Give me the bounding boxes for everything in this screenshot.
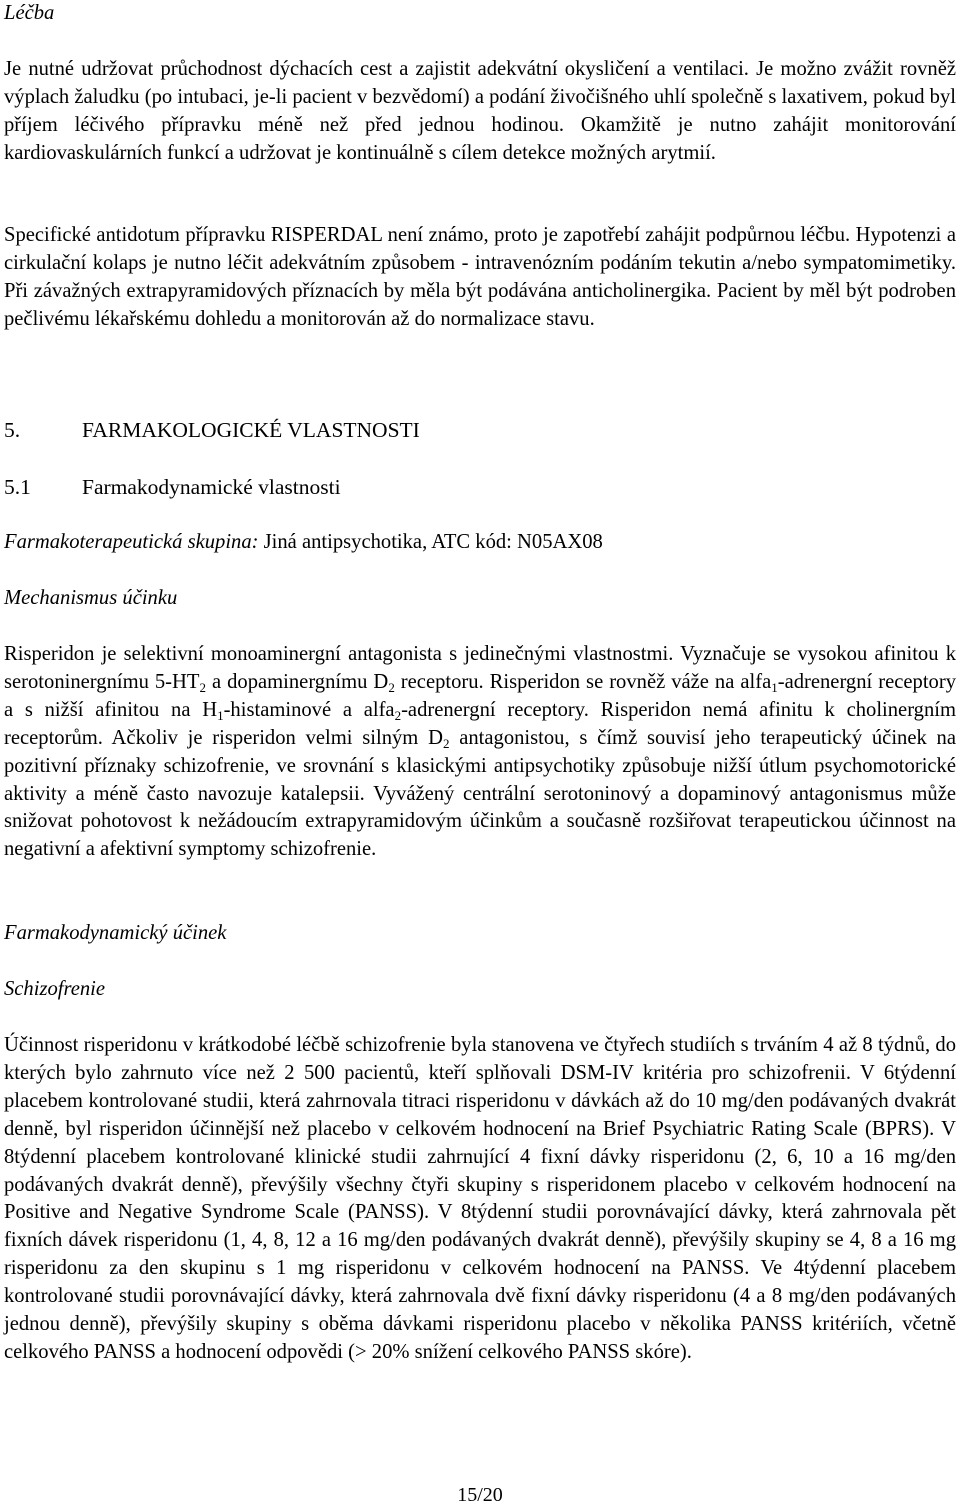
section-5-1-number: 5.1 (4, 475, 31, 499)
section-5-heading (4, 416, 420, 444)
subscript-2: 2 (394, 707, 402, 723)
mechanism-heading: Mechanismus účinku (4, 587, 178, 609)
mechanism-text-6: -adrenergní receptory. Risperidon nemá afinitu k cholinergním receptorům. Ačkoliv je risperidon velmi silným D (4, 698, 957, 749)
mechanism-text-7: antagonistou, s čímž souvisí jeho terapeutický účinek na pozitivní příznaky schizofrenie, ve srovnání s klasickými antipsychotiky způsobuje nižší útlum psychomotorické aktivity a méně často navozuje katalepsii. Vyvážený centrální serotoninový a dopaminový antagonismus může snižovat pohotovost k nežádoucím extrapyramidovým účinkům a současně rozšiřovat terapeutickou účinnost na negativní a afektivní symptomy schizofrenie. (4, 726, 956, 861)
schizophrenia-paragraph: Účinnost risperidonu v krátkodobé léčbě schizofrenie byla stanovena ve čtyřech studiích s trváním 4 až 8 týdnů, do kterých bylo zahrnuto více než 2 500 pacientů, kteří splňovali DSM-IV kritéria pro schizofrenii. V 6týdenní placebem kontrolované studii, která zahrnovala titraci risperidonu v dávkách až do 10 mg/den podávaných dvakrát denně, byl risperidon účinnější než placebo v celkovém hodnocení na Brief Psychiatric Rating Scale (BPRS). V 8týdenní placebem kontrolované klinické studii zahrnující 4 fixní dávky risperidonu (2, 6, 10 a 16 mg/den podávaných dvakrát denně), převýšily všechny čtyři skupiny s risperidonem placebo v celkovém hodnocení na Positive and Negative Syndrome Scale (PANSS). V 8týdenní studii porovnávající dávky, která zahrnovala pět fixních dávek risperidonu (1, 4, 8, 12 a 16 mg/den podávaných dvakrát denně), převýšily skupiny se 4, 8 a 16 mg risperidonu za den skupinu s 1 mg risperidonu v celkovém hodnocení na PANSS. Ve 4týdenní placebem kontrolované studii porovnávající dávky, která zahrnovala dvě fixní dávky risperidonu (4 a 8 mg/den podávaných jednou denně), převýšily skupiny s oběma dávkami risperidonu placebo v několika PANSS kritériích, včetně celkového PANSS a hodnocení odpovědi (> 20% snížení celkového PANSS skóre). (4, 1034, 956, 1363)
section-5-1-heading (4, 473, 341, 501)
subscript-1: 1 (217, 707, 224, 723)
lecba-heading: Léčba (4, 2, 55, 24)
page-number: 15/20 (457, 1484, 503, 1506)
mechanism-text-1: Risperidon je selektivní monoaminergní antagonista s jedinečnými vlastnostmi. Vyznačuje se vysokou afinitou k serotoninergnímu 5-HT (4, 643, 956, 693)
lecba-paragraph-1-b: Okamžitě je nutno zahájit monitorování kardiovaskulárních funkcí a udržovat je kontinuálně s cílem detekce možných arytmií. (4, 113, 956, 164)
subscript-2: 2 (388, 679, 395, 695)
mechanism-text-5: -histaminové a alfa (223, 698, 395, 721)
section-5-1-title: Farmakodynamické vlastnosti (82, 475, 341, 499)
schizophrenia-heading: Schizofrenie (4, 978, 106, 1000)
mechanism-paragraph (4, 641, 956, 864)
pharmacotherapeutic-group (4, 529, 603, 557)
group-label: Farmakoterapeutická skupina: (4, 531, 259, 553)
section-5-number: 5. (4, 418, 21, 442)
section-5-title: FARMAKOLOGICKÉ VLASTNOSTI (82, 418, 420, 442)
mechanism-text-4: -adrenergní receptory a s nižší afinitou na H (4, 670, 956, 721)
subscript-2: 2 (442, 735, 450, 751)
group-value: Jiná antipsychotika, ATC kód: N05AX08 (258, 531, 603, 553)
mechanism-text-3: receptoru. Risperidon se rovněž váže na alfa (394, 670, 772, 693)
subscript-1: 1 (771, 679, 778, 695)
pharmacodynamic-effect-heading: Farmakodynamický účinek (4, 922, 227, 944)
subscript-2: 2 (199, 679, 206, 695)
lecba-paragraph-2: Specifické antidotum přípravku RISPERDAL není známo, proto je zapotřebí zahájit podpůrnou léčbu. Hypotenzi a cirkulační kolaps je nutno léčit adekvátním způsobem - intravenózním podáním tekutin a/nebo sympatomimetiky. Při závažných extrapyramidových příznacích by měla být podávána anticholinergika. Pacient by měl být podroben pečlivému lékařskému dohledu a monitorován až do normalizace stavu. (4, 224, 956, 330)
mechanism-text-2: a dopaminergnímu D (206, 670, 389, 693)
lecba-paragraph-1 (4, 56, 956, 168)
lecba-paragraph-1-a: Je nutné udržovat průchodnost dýchacích cest a zajistit adekvátní okysličení a ventilaci. Je možno zvážit rovněž výplach žaludku (po intubaci, je-li pacient v bezvědomí) a podání živočišného uhlí společně s laxativem, pokud byl příjem léčivého přípravku méně než před jednou hodinou. (4, 58, 956, 136)
